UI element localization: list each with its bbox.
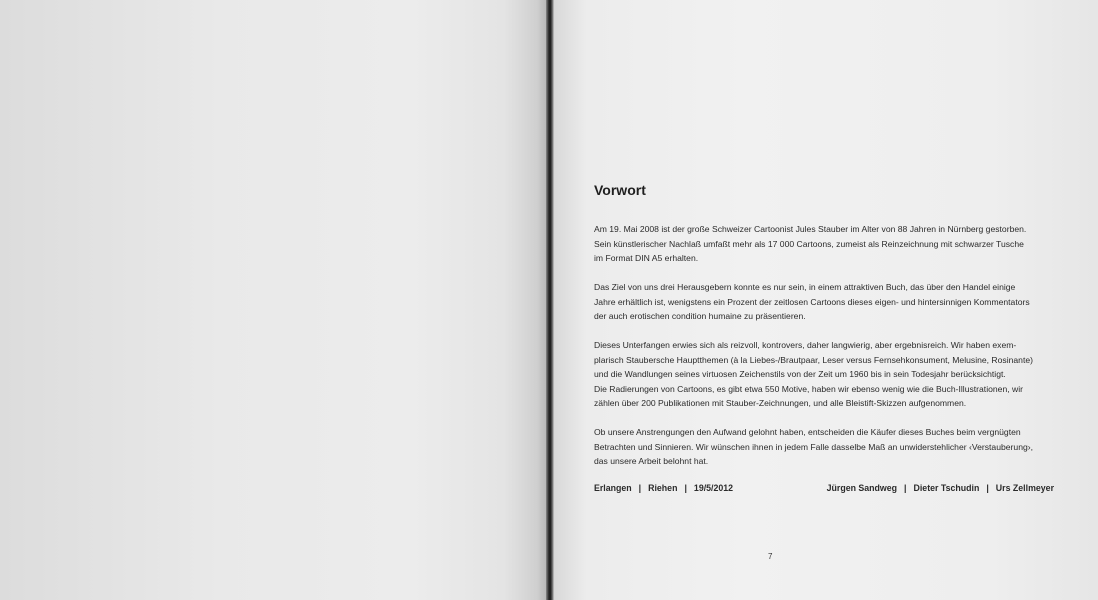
text-line: im Format DIN A5 erhalten.: [594, 253, 699, 263]
place-erlangen: Erlangen: [594, 483, 632, 493]
separator: |: [684, 483, 687, 493]
text-line: Betrachten und Sinnieren. Wir wünschen ihnen in jedem Falle dasselbe Maß an unwiderstehlicher ‹Verstauberung›,: [594, 441, 1033, 452]
text-line: Sein künstlerischer Nachlaß umfaßt mehr als 17 000 Cartoons, zumeist als Reinzeichnung mit schwarzer Tusche: [594, 238, 1024, 249]
text-line: plarisch Staubersche Hauptthemen (à la Liebes-/Brautpaar, Leser versus Fernsehkonsument, Melusine, Rosinante): [594, 354, 1033, 365]
author-sandweg: Jürgen Sandweg: [826, 483, 898, 493]
paragraph-4: [594, 425, 1044, 469]
text-line: Ob unsere Anstrengungen den Aufwand gelohnt haben, entscheiden die Käufer dieses Buches beim vergnügten: [594, 427, 1021, 437]
signature-line: [594, 483, 1054, 497]
text-line: das unsere Arbeit belohnt hat.: [594, 456, 709, 466]
separator: |: [638, 483, 642, 493]
place-date: [594, 483, 733, 493]
text-line: Die Radierungen von Cartoons, es gibt etwa 550 Motive, haben wir ebenso wenig wie die Buch-Illustrationen, wir: [594, 383, 1023, 394]
text-line: Am 19. Mai 2008 ist der große Schweizer Cartoonist Jules Stauber im Alter von 88 Jahren in Nürnberg gestorben.: [594, 224, 1027, 234]
separator: |: [904, 483, 907, 493]
page-title: Vorwort: [594, 182, 646, 198]
text-line: der auch erotischen condition humaine zu präsentieren.: [594, 311, 806, 321]
left-page: [0, 0, 548, 600]
right-page: [554, 0, 1098, 600]
text-line: Dieses Unterfangen erwies sich als reizvoll, kontrovers, daher langwierig, aber ergebnisreich. Wir haben exem-: [594, 340, 1017, 350]
authors: [827, 483, 1054, 493]
place-riehen: Riehen: [648, 483, 678, 493]
text-line: Jahre erhältlich ist, wenigstens ein Prozent der zeitlosen Cartoons dieses eigen- und hintersinnigen Kommentators: [594, 296, 1030, 307]
paragraph-1: [594, 222, 1044, 266]
author-zellmeyer: Urs Zellmeyer: [995, 483, 1054, 493]
text-line: und die Wandlungen seines virtuosen Zeichenstils von der Zeit um 1960 bis in sein Todesjahr berücksichtigt.: [594, 369, 1006, 379]
author-tschudin: Dieter Tschudin: [913, 483, 980, 493]
text-line: Das Ziel von uns drei Herausgebern konnte es nur sein, in einem attraktiven Buch, das über den Handel einige: [594, 282, 1016, 292]
paragraph-3: [594, 338, 1044, 411]
text-line: zählen über 200 Publikationen mit Stauber-Zeichnungen, und alle Bleistift-Skizzen aufgenommen.: [594, 398, 967, 408]
book-gutter: [546, 0, 554, 600]
page-content: [594, 182, 1054, 497]
page-number: 7: [768, 552, 773, 561]
date: 19/5/2012: [693, 483, 734, 493]
separator: |: [986, 483, 989, 493]
paragraph-2: [594, 280, 1044, 324]
